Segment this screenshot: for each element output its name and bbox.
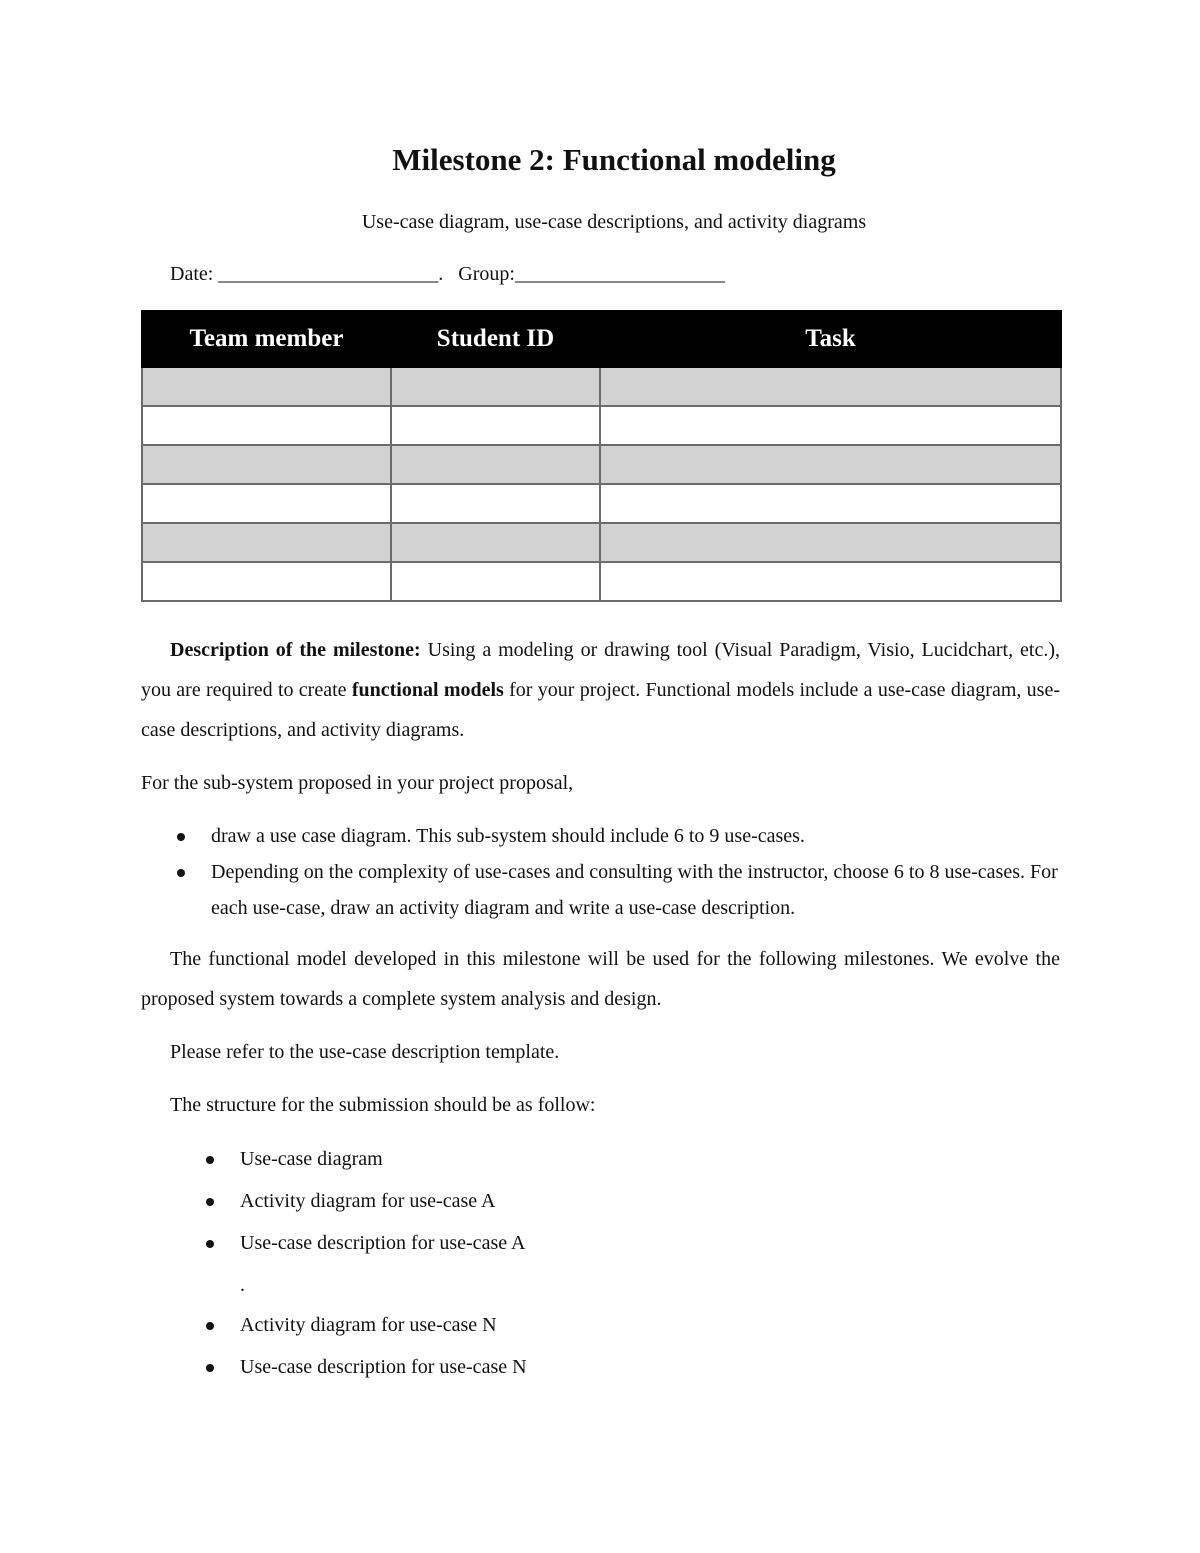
table-row: [142, 523, 1061, 562]
list-item: [141, 1264, 841, 1304]
description-bold-term: functional models: [351, 679, 504, 701]
student-id-cell[interactable]: [391, 445, 600, 484]
header-task: Task: [600, 311, 1061, 367]
team-member-cell[interactable]: [142, 484, 391, 523]
list-item-text: Activity diagram for use-case A: [240, 1190, 496, 1212]
list-item-text: draw a use case diagram. This sub-system should include 6 to 9 use-cases.: [211, 825, 805, 847]
list-item-text: Depending on the complexity of use-cases and consulting with the instructor, choose 6 to 8 use-cases. For each use-case, draw an activity diagram and write a use-case description.: [211, 861, 1058, 919]
bullet-icon: [177, 869, 185, 877]
list-item-text: Activity diagram for use-case N: [240, 1314, 497, 1336]
page-subtitle: Use-case diagram, use-case descriptions, and activity diagrams: [361, 211, 867, 233]
task-cell[interactable]: [600, 562, 1061, 601]
list-item-text: Use-case description for use-case N: [240, 1356, 527, 1378]
description-text-2: for your project. Functional models include a use-case diagram, use-case descriptions, and activity diagrams.: [141, 679, 1060, 741]
list-item: [141, 1222, 841, 1264]
table-row: [142, 367, 1061, 406]
task-cell[interactable]: [600, 445, 1061, 484]
team-member-cell[interactable]: [142, 445, 391, 484]
page-title: Milestone 2: Functional modeling: [392, 142, 836, 177]
student-id-cell[interactable]: [391, 367, 600, 406]
table-row: [142, 484, 1061, 523]
description-text-1: Using a modeling or drawing tool (Visual Paradigm, Visio, Lucidchart, etc.), you are required to create: [141, 639, 1060, 701]
functional-model-note: The functional model developed in this milestone will be used for the following milestones. We evolve the proposed system towards a complete system analysis and design.: [141, 948, 1060, 1010]
header-student-id: Student ID: [391, 311, 600, 367]
subsystem-intro: For the sub-system proposed in your project proposal,: [141, 772, 574, 794]
list-item-text: Use-case description for use-case A: [240, 1232, 526, 1254]
task-cell[interactable]: [600, 406, 1061, 445]
list-item-text: Use-case diagram: [240, 1148, 383, 1170]
student-id-cell[interactable]: [391, 523, 600, 562]
table-row: [142, 562, 1061, 601]
table-row: [142, 445, 1061, 484]
bullet-icon: [206, 1322, 214, 1330]
list-item: [141, 1304, 841, 1346]
list-item: [141, 818, 1060, 854]
list-item: [141, 1138, 841, 1180]
bullet-icon: [206, 1156, 214, 1164]
team-member-cell[interactable]: [142, 562, 391, 601]
bullet-icon: [206, 1364, 214, 1372]
team-member-cell[interactable]: [142, 523, 391, 562]
task-cell[interactable]: [600, 523, 1061, 562]
date-group-line: Date: ______________________. Group:_____________________: [170, 263, 725, 285]
team-member-cell[interactable]: [142, 367, 391, 406]
bullet-icon: [177, 833, 185, 841]
bullet-icon: [206, 1198, 214, 1206]
task-list: [141, 818, 1060, 926]
team-member-cell[interactable]: [142, 406, 391, 445]
structure-list: [141, 1138, 841, 1388]
list-item: [141, 854, 1060, 926]
milestone-description: [141, 630, 1060, 750]
bullet-icon: [206, 1240, 214, 1248]
table-row: [142, 406, 1061, 445]
list-item-text: .: [240, 1274, 245, 1296]
team-table: [141, 310, 1062, 602]
template-note: Please refer to the use-case description template.: [170, 1041, 560, 1063]
student-id-cell[interactable]: [391, 406, 600, 445]
student-id-cell[interactable]: [391, 484, 600, 523]
description-lead: Description of the milestone:: [170, 639, 421, 661]
structure-intro: The structure for the submission should be as follow:: [170, 1094, 596, 1116]
list-item: [141, 1180, 841, 1222]
header-team-member: Team member: [142, 311, 391, 367]
list-item: [141, 1346, 841, 1388]
task-cell[interactable]: [600, 367, 1061, 406]
task-cell[interactable]: [600, 484, 1061, 523]
team-table-header-row: [142, 311, 1061, 367]
student-id-cell[interactable]: [391, 562, 600, 601]
